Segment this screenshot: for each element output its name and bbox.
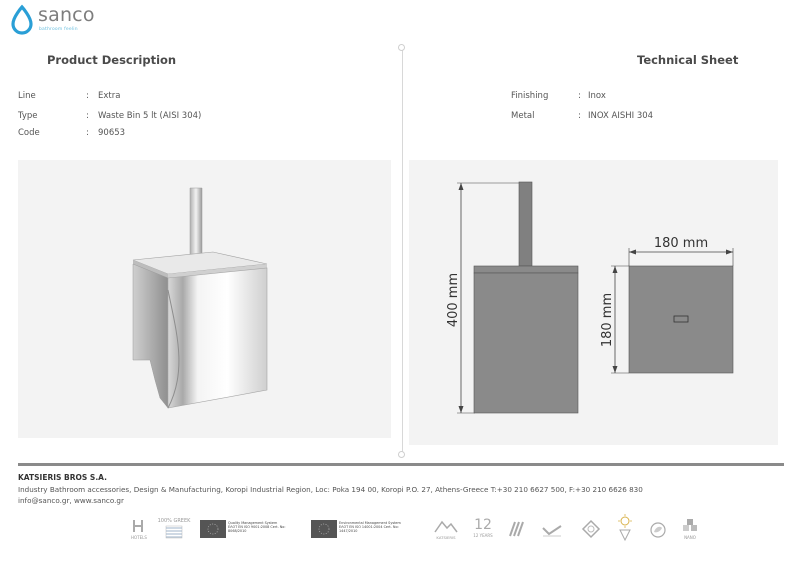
eu-iso14001-icon: Environmental Management System ΕΛΟΤ EN ISO 14001:2004 Cert. No: 1447/2010 bbox=[311, 520, 411, 538]
spec-value-line: Extra bbox=[98, 91, 121, 101]
company-contact[interactable]: info@sanco.gr, www.sanco.gr bbox=[18, 496, 124, 505]
top-view-shape bbox=[629, 266, 733, 373]
spec-label-metal: Metal bbox=[511, 111, 535, 121]
bin-body-shape bbox=[474, 273, 578, 413]
svg-text:KATSIERIS: KATSIERIS bbox=[436, 535, 456, 540]
divider-top-dot bbox=[398, 44, 405, 51]
spec-separator: : bbox=[86, 111, 89, 121]
spec-value-code: 90653 bbox=[98, 128, 126, 138]
hotels-icon bbox=[128, 516, 150, 542]
technical-sheet-title: Technical Sheet bbox=[637, 53, 739, 67]
svg-text:NANO: NANO bbox=[684, 535, 696, 540]
sun-icon bbox=[614, 514, 636, 542]
product-description-title: Product Description bbox=[47, 53, 177, 67]
footer-divider bbox=[18, 463, 784, 466]
svg-text:12 YEARS: 12 YEARS bbox=[473, 533, 493, 538]
spec-value-type: Waste Bin 5 lt (AISI 304) bbox=[98, 111, 202, 121]
spec-separator: : bbox=[86, 91, 89, 101]
spec-label-code: Code bbox=[18, 128, 40, 138]
svg-text:HOTELS: HOTELS bbox=[131, 535, 147, 540]
greek-flag-icon bbox=[157, 516, 191, 542]
katsieris-icon bbox=[432, 516, 460, 542]
certification-strip bbox=[128, 514, 703, 544]
spec-separator: : bbox=[578, 91, 581, 101]
height-label: 400 mm bbox=[446, 272, 461, 328]
eu-iso9001-icon: Quality Management System ΕΛΟΤ EN ISO 9001:2008 Cert. No: 8068/2010 bbox=[200, 520, 286, 538]
premium-icon bbox=[540, 520, 564, 540]
warranty-12-icon bbox=[472, 514, 494, 542]
spec-label-finishing: Finishing bbox=[511, 91, 549, 101]
lid-shape bbox=[474, 266, 578, 273]
nano-icon bbox=[678, 516, 702, 542]
spec-value-metal: INOX AISHI 304 bbox=[588, 111, 654, 121]
company-address: Industry Bathroom accessories, Design & Manufacturing, Koropi Industrial Region, Loc: Poka 194 00, Koropi P.O. 27, Athens-Greece T:+30 210 6627 500, F:+30 210 6626 830 bbox=[18, 485, 643, 494]
width-label: 180 mm bbox=[653, 236, 709, 251]
water-drop-icon bbox=[10, 5, 34, 35]
waste-bin-photo bbox=[18, 160, 391, 438]
vertical-divider bbox=[402, 48, 403, 455]
spec-separator: : bbox=[86, 128, 89, 138]
handle-shape bbox=[519, 182, 532, 266]
technical-drawing bbox=[409, 160, 778, 445]
product-image-panel bbox=[18, 160, 391, 438]
leaf-icon bbox=[648, 520, 668, 540]
brand-tagline: bathroom feelin bbox=[39, 27, 78, 32]
spec-label-type: Type bbox=[18, 111, 38, 121]
spec-value-finishing: Inox bbox=[588, 91, 606, 101]
company-name: KATSIERIS BROS S.A. bbox=[18, 473, 107, 482]
spec-separator: : bbox=[578, 111, 581, 121]
recycle-icon bbox=[580, 518, 602, 540]
technical-drawing-panel bbox=[409, 160, 778, 445]
brand-name: sanco bbox=[38, 4, 95, 26]
depth-label: 180 mm bbox=[600, 292, 615, 348]
sanco-logo[interactable] bbox=[10, 4, 120, 36]
svg-text:12: 12 bbox=[474, 517, 492, 533]
divider-bottom-dot bbox=[398, 451, 405, 458]
spec-label-line: Line bbox=[18, 91, 36, 101]
svg-text:100% GREEK: 100% GREEK bbox=[157, 518, 191, 524]
stripes-icon bbox=[506, 518, 528, 540]
